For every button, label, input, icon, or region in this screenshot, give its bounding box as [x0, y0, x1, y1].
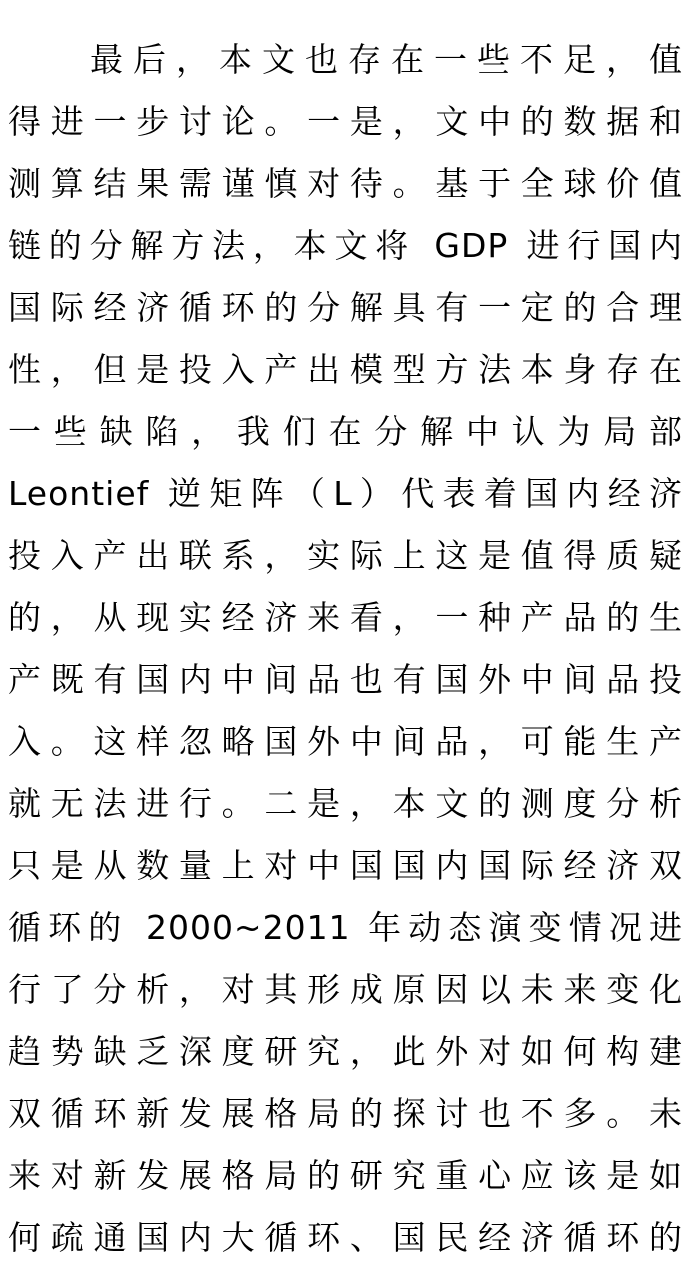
paragraph-line: 投入产出联系，实际上这是值得质疑	[8, 536, 683, 575]
paragraph-line: 何疏通国内大循环、国民经济循环的	[8, 1218, 683, 1257]
paragraph-line: 一些缺陷，我们在分解中认为局部	[8, 412, 683, 451]
paragraph-line: 的，从现实经济来看，一种产品的生	[8, 598, 683, 637]
paragraph-line: 得进一步讨论。一是，文中的数据和	[8, 102, 683, 141]
paragraph-line: 来对新发展格局的研究重心应该是如	[8, 1156, 683, 1195]
paragraph-line: 趋势缺乏深度研究，此外对如何构建	[8, 1032, 683, 1071]
paragraph-line: 行了分析，对其形成原因以未来变化	[8, 970, 683, 1009]
paragraph-line: 双循环新发展格局的探讨也不多。未	[8, 1094, 683, 1133]
paragraph-line: 最后，本文也存在一些不足，值	[90, 40, 683, 79]
paragraph-line: 入。这样忽略国外中间品，可能生产	[8, 722, 683, 761]
paragraph-line: 链的分解方法，本文将 GDP 进行国内	[8, 226, 683, 265]
paragraph-line: 只是从数量上对中国国内国际经济双	[8, 846, 683, 885]
paragraph-line: 就无法进行。二是，本文的测度分析	[8, 784, 683, 823]
paragraph-line: 性，但是投入产出模型方法本身存在	[8, 350, 683, 389]
paragraph-line: 测算结果需谨慎对待。基于全球价值	[8, 164, 683, 203]
paragraph-line: 产既有国内中间品也有国外中间品投	[8, 660, 683, 699]
paragraph-line: Leontief 逆矩阵（L）代表着国内经济	[8, 474, 683, 513]
paragraph-line: 国际经济循环的分解具有一定的合理	[8, 288, 683, 327]
paragraph-line: 循环的 2000~2011 年动态演变情况进	[8, 908, 683, 947]
